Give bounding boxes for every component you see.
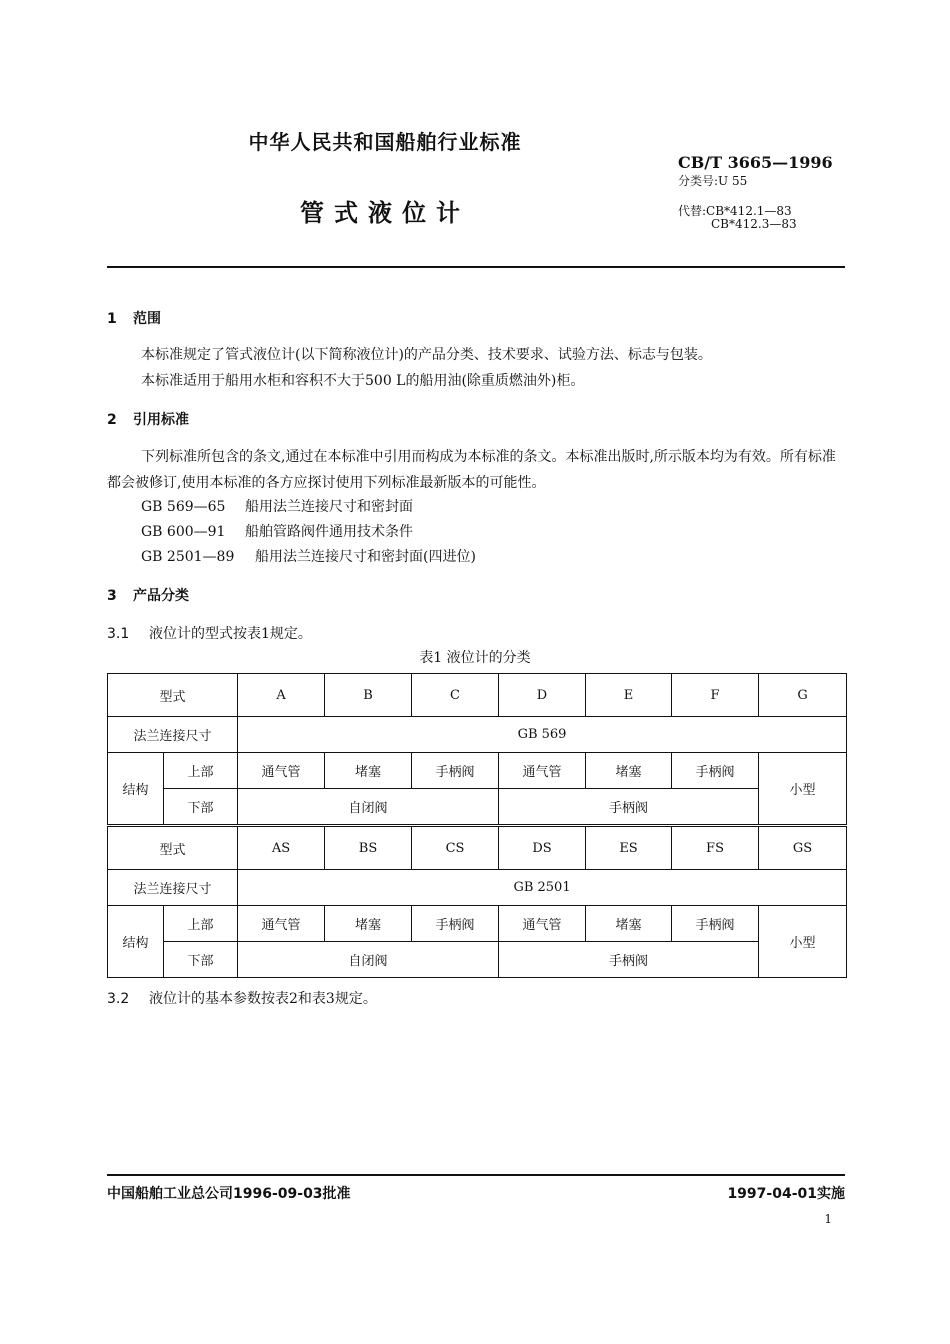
clause-text: 液位计的型式按表1规定。 (149, 626, 312, 642)
type-cell: E (586, 674, 672, 717)
standard-number: CB/T 3665—1996 (678, 153, 833, 172)
upper-cell: 通气管 (499, 753, 586, 789)
lower-label: 下部 (164, 942, 238, 978)
type-cell: AS (238, 826, 325, 870)
upper-cell: 堵塞 (325, 906, 412, 942)
section-number: 2 (107, 412, 117, 428)
approval-line: 中国船舶工业总公司1996-09-03批准 (107, 1186, 351, 1202)
flange-value: GB 569 (238, 717, 847, 753)
section-1-heading (107, 308, 161, 328)
upper-label: 上部 (164, 753, 238, 789)
upper-cell: 通气管 (238, 906, 325, 942)
table-row (108, 942, 847, 978)
table-row (108, 826, 847, 870)
reference-code: GB 600—91 (141, 524, 226, 540)
clause-number: 3.1 (107, 626, 130, 642)
type-cell: A (238, 674, 325, 717)
header-rule (107, 266, 845, 268)
lower-label: 下部 (164, 789, 238, 826)
reference-code: GB 2501—89 (141, 549, 235, 565)
table-1-caption: 表1 液位计的分类 (419, 650, 531, 666)
classification-number: 分类号:U 55 (678, 174, 748, 188)
classification-table (107, 673, 847, 978)
footer-rule (107, 1174, 845, 1176)
reference-code: GB 569—65 (141, 499, 226, 515)
type-cell: D (499, 674, 586, 717)
type-cell: GS (759, 826, 847, 870)
type-cell: ES (586, 826, 672, 870)
replaces-standard-1: 代替:CB*412.1—83 (678, 204, 792, 218)
type-cell: C (412, 674, 499, 717)
upper-cell: 手柄阀 (672, 753, 759, 789)
type-cell: FS (672, 826, 759, 870)
reference-item (141, 546, 476, 566)
type-cell: G (759, 674, 847, 717)
section-1-paragraph-1: 本标准规定了管式液位计(以下简称液位计)的产品分类、技术要求、试验方法、标志与包装。 (141, 347, 712, 363)
lower-cell: 自闭阀 (238, 789, 499, 826)
type-cell: BS (325, 826, 412, 870)
reference-item (141, 521, 413, 541)
size-cell: 小型 (759, 906, 847, 978)
type-cell: B (325, 674, 412, 717)
flange-label: 法兰连接尺寸 (108, 717, 238, 753)
table-row (108, 870, 847, 906)
section-title: 产品分类 (133, 588, 189, 604)
table-row (108, 717, 847, 753)
section-title: 范围 (133, 311, 161, 327)
upper-cell: 堵塞 (586, 906, 672, 942)
table-row (108, 674, 847, 717)
upper-cell: 手柄阀 (672, 906, 759, 942)
table-row (108, 753, 847, 789)
lower-cell: 手柄阀 (499, 942, 759, 978)
table-row (108, 789, 847, 826)
lower-cell: 自闭阀 (238, 942, 499, 978)
section-1-paragraph-2: 本标准适用于船用水柜和容积不大于500 L的船用油(除重质燃油外)柜。 (141, 373, 585, 389)
effective-date: 1997-04-01实施 (727, 1186, 845, 1202)
clause-3-1 (107, 623, 312, 643)
clause-number: 3.2 (107, 991, 130, 1007)
section-2-paragraph: 下列标准所包含的条文,通过在本标准中引用而构成为本标准的条文。本标准出版时,所示版本均为有效。所有标准都会被修订,使用本标准的各方应探讨使用下列标准最新版本的可能性。 (107, 449, 836, 491)
issuing-authority: 中华人民共和国船舶行业标准 (248, 130, 522, 154)
upper-label: 上部 (164, 906, 238, 942)
type-label: 型式 (108, 674, 238, 717)
clause-3-2 (107, 988, 377, 1008)
page-number: 1 (824, 1212, 832, 1226)
upper-cell: 堵塞 (325, 753, 412, 789)
document-title: 管式液位计 (300, 199, 470, 227)
reference-name: 船用法兰连接尺寸和密封面 (245, 499, 413, 515)
reference-name: 船舶管路阀件通用技术条件 (245, 524, 413, 540)
flange-label: 法兰连接尺寸 (108, 870, 238, 906)
upper-cell: 通气管 (499, 906, 586, 942)
type-cell: CS (412, 826, 499, 870)
section-number: 1 (107, 311, 117, 327)
upper-cell: 手柄阀 (412, 906, 499, 942)
structure-label: 结构 (108, 906, 164, 978)
upper-cell: 手柄阀 (412, 753, 499, 789)
replaces-standard-2: CB*412.3—83 (711, 217, 797, 231)
reference-item (141, 496, 413, 516)
reference-name: 船用法兰连接尺寸和密封面(四进位) (255, 549, 476, 565)
section-2-heading (107, 409, 189, 429)
size-cell: 小型 (759, 753, 847, 826)
section-3-heading (107, 585, 189, 605)
table-row (108, 906, 847, 942)
type-cell: F (672, 674, 759, 717)
lower-cell: 手柄阀 (499, 789, 759, 826)
upper-cell: 堵塞 (586, 753, 672, 789)
type-cell: DS (499, 826, 586, 870)
structure-label: 结构 (108, 753, 164, 826)
flange-value: GB 2501 (238, 870, 847, 906)
section-title: 引用标准 (133, 412, 189, 428)
type-label: 型式 (108, 826, 238, 870)
upper-cell: 通气管 (238, 753, 325, 789)
section-number: 3 (107, 588, 117, 604)
clause-text: 液位计的基本参数按表2和表3规定。 (149, 991, 377, 1007)
